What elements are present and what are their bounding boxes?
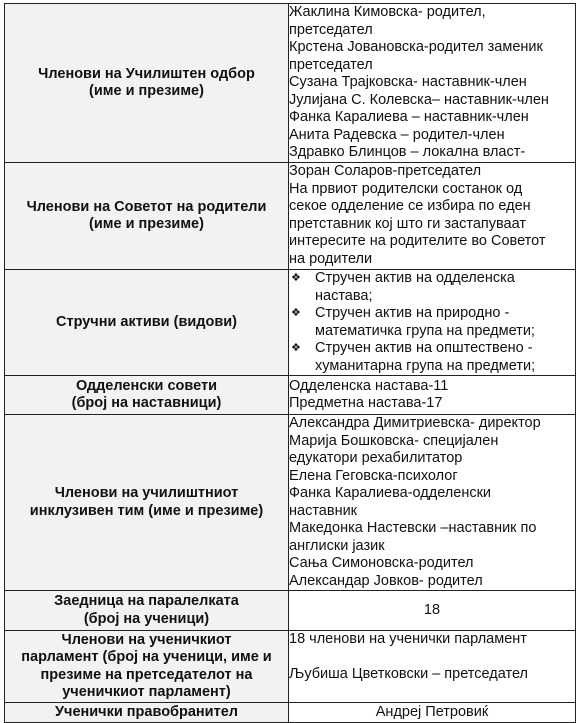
row-label: Членови на Советот на родители (име и презиме) bbox=[5, 163, 289, 270]
row-label: Членови на ученичкиот парламент (број на ученици, име и презиме на претседателот на ученичкиот парламент) bbox=[5, 631, 289, 703]
row-value: 18 членови на ученички парламент Љубиша Цветковски – претседател bbox=[289, 631, 576, 703]
bullet-item: ❖ Стручен актив на одделенска настава; bbox=[291, 270, 515, 304]
table-row bbox=[5, 631, 576, 703]
row-label: Заедница на паралелката (број на ученици) bbox=[5, 591, 289, 631]
row-label: Членови на училиштниот инклузивен тим (име и презиме) bbox=[5, 415, 289, 591]
table-row bbox=[5, 376, 576, 415]
row-value: 18 bbox=[289, 591, 576, 631]
row-label: Членови на Училиштен одбор (име и презиме) bbox=[5, 4, 289, 163]
row-value: Александра Димитриевска- директор Марија Бошковска- специјален едукатори рехабилитатор Елена Геговска-психолог Фанка Каралиева-одделенски наставник Македонка Настевски –наставник по англиски јазик Сања Симоновска-родител Александар Јовков- родител bbox=[289, 415, 576, 591]
table-row bbox=[5, 163, 576, 270]
row-label: Ученички правобранител bbox=[5, 703, 289, 723]
table-row bbox=[5, 415, 576, 591]
school-info-table bbox=[4, 3, 576, 723]
row-value bbox=[289, 270, 576, 376]
diamond-bullet-icon: ❖ bbox=[291, 342, 301, 354]
row-value: Жаклина Кимовска- родител, претседател Крстена Јовановска-родител заменик претседател Сузана Трајковска- наставник-член Јулијана С. Колевска– наставник-член Фанка Каралиева – наставник-член Анита Радевска – родител-член Здравко Блинцов – локална власт- bbox=[289, 4, 576, 163]
bullet-item: ❖ Стручен актив на природно - математичка група на предмети; bbox=[291, 305, 535, 339]
row-label: Одделенски совети (број на наставници) bbox=[5, 376, 289, 415]
row-value: Одделенска настава-11 Предметна настава-17 bbox=[289, 376, 576, 415]
bullet-item: ❖ Стручен актив на општествено - хуманитарна група на предмети; bbox=[291, 340, 536, 374]
row-value: Зоран Соларов-претседател На првиот родителски состанок од секое одделение се избира по еден претставник кој што ги застапуваат интересите на родителите во Советот на родители bbox=[289, 163, 576, 270]
table-row bbox=[5, 591, 576, 631]
row-label: Стручни активи (видови) bbox=[5, 270, 289, 376]
diamond-bullet-icon: ❖ bbox=[291, 272, 301, 284]
table-row bbox=[5, 270, 576, 376]
table-row bbox=[5, 4, 576, 163]
diamond-bullet-icon: ❖ bbox=[291, 307, 301, 319]
row-value: Андреј Петровиќ bbox=[289, 703, 576, 723]
